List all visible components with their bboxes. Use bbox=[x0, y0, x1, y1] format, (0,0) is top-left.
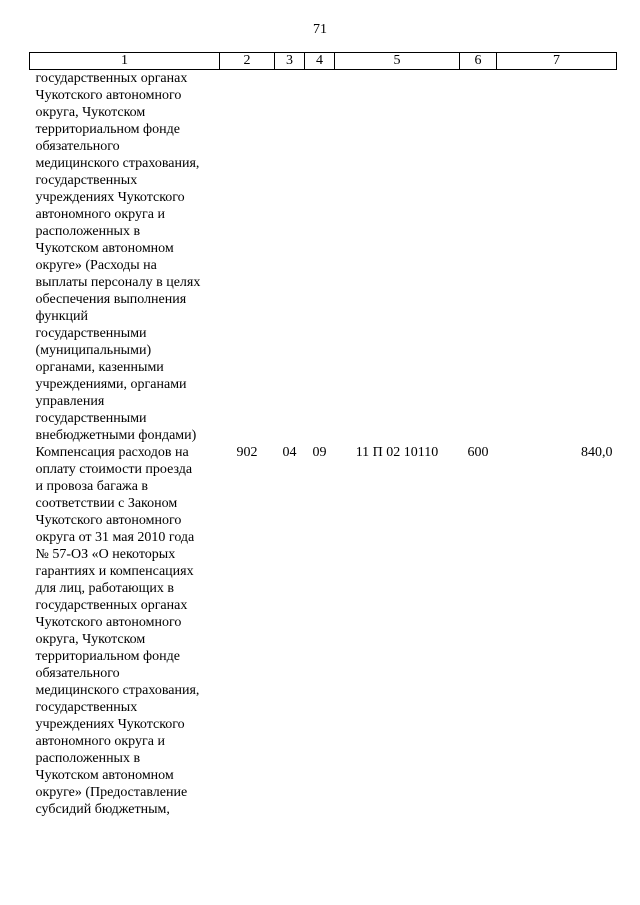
table-row bbox=[30, 70, 617, 445]
row-department-code bbox=[220, 70, 275, 445]
row-description: Компенсация расходов на оплату стоимости проезда и провоза багажа в соответствии с Законом Чукотского автономного округа от 31 мая 2010 года № 57-ОЗ «О некоторых гарантиях и компенсациях для лиц, работающих в государственных органах Чукотского автономного округа, Чукотском территориальном фонде обязательного медицинского страхования, государственных учреждениях Чукотского автономного округа и расположенных в Чукотском автономном округе» (Предоставление субсидий бюджетным, bbox=[35, 445, 200, 817]
row-target-article: 11 П 02 10110 bbox=[355, 445, 439, 460]
header-col-4: 4 bbox=[305, 53, 335, 70]
row-department-code: 902 bbox=[236, 445, 258, 460]
table-header-row bbox=[30, 53, 617, 70]
row-expense-type bbox=[460, 70, 497, 445]
row-amount bbox=[497, 70, 617, 445]
header-col-7: 7 bbox=[497, 53, 617, 70]
header-col-1: 1 bbox=[30, 53, 220, 70]
row-amount: 840,0 bbox=[581, 445, 613, 460]
budget-table bbox=[29, 52, 617, 818]
header-col-3: 3 bbox=[275, 53, 305, 70]
row-section-code bbox=[275, 70, 305, 445]
header-col-5: 5 bbox=[335, 53, 460, 70]
row-subsection-code: 09 bbox=[312, 445, 327, 460]
header-col-2: 2 bbox=[220, 53, 275, 70]
page-number: 71 bbox=[313, 22, 327, 37]
header-col-6: 6 bbox=[460, 53, 497, 70]
row-subsection-code bbox=[305, 70, 335, 445]
table-row bbox=[30, 444, 617, 818]
row-section-code: 04 bbox=[282, 445, 297, 460]
row-description: государственных органах Чукотского автономного округа, Чукотском территориальном фонде обязательного медицинского страхования, государственных учреждениях Чукотского автономного округа и расположенных в Чукотском автономном округе» (Расходы на выплаты персоналу в целях обеспечения выполнения функций государственными (муниципальными) органами, казенными учреждениями, органами управления государственными внебюджетными фондами) bbox=[35, 71, 201, 443]
row-expense-type: 600 bbox=[467, 445, 489, 460]
row-target-article bbox=[335, 70, 460, 445]
